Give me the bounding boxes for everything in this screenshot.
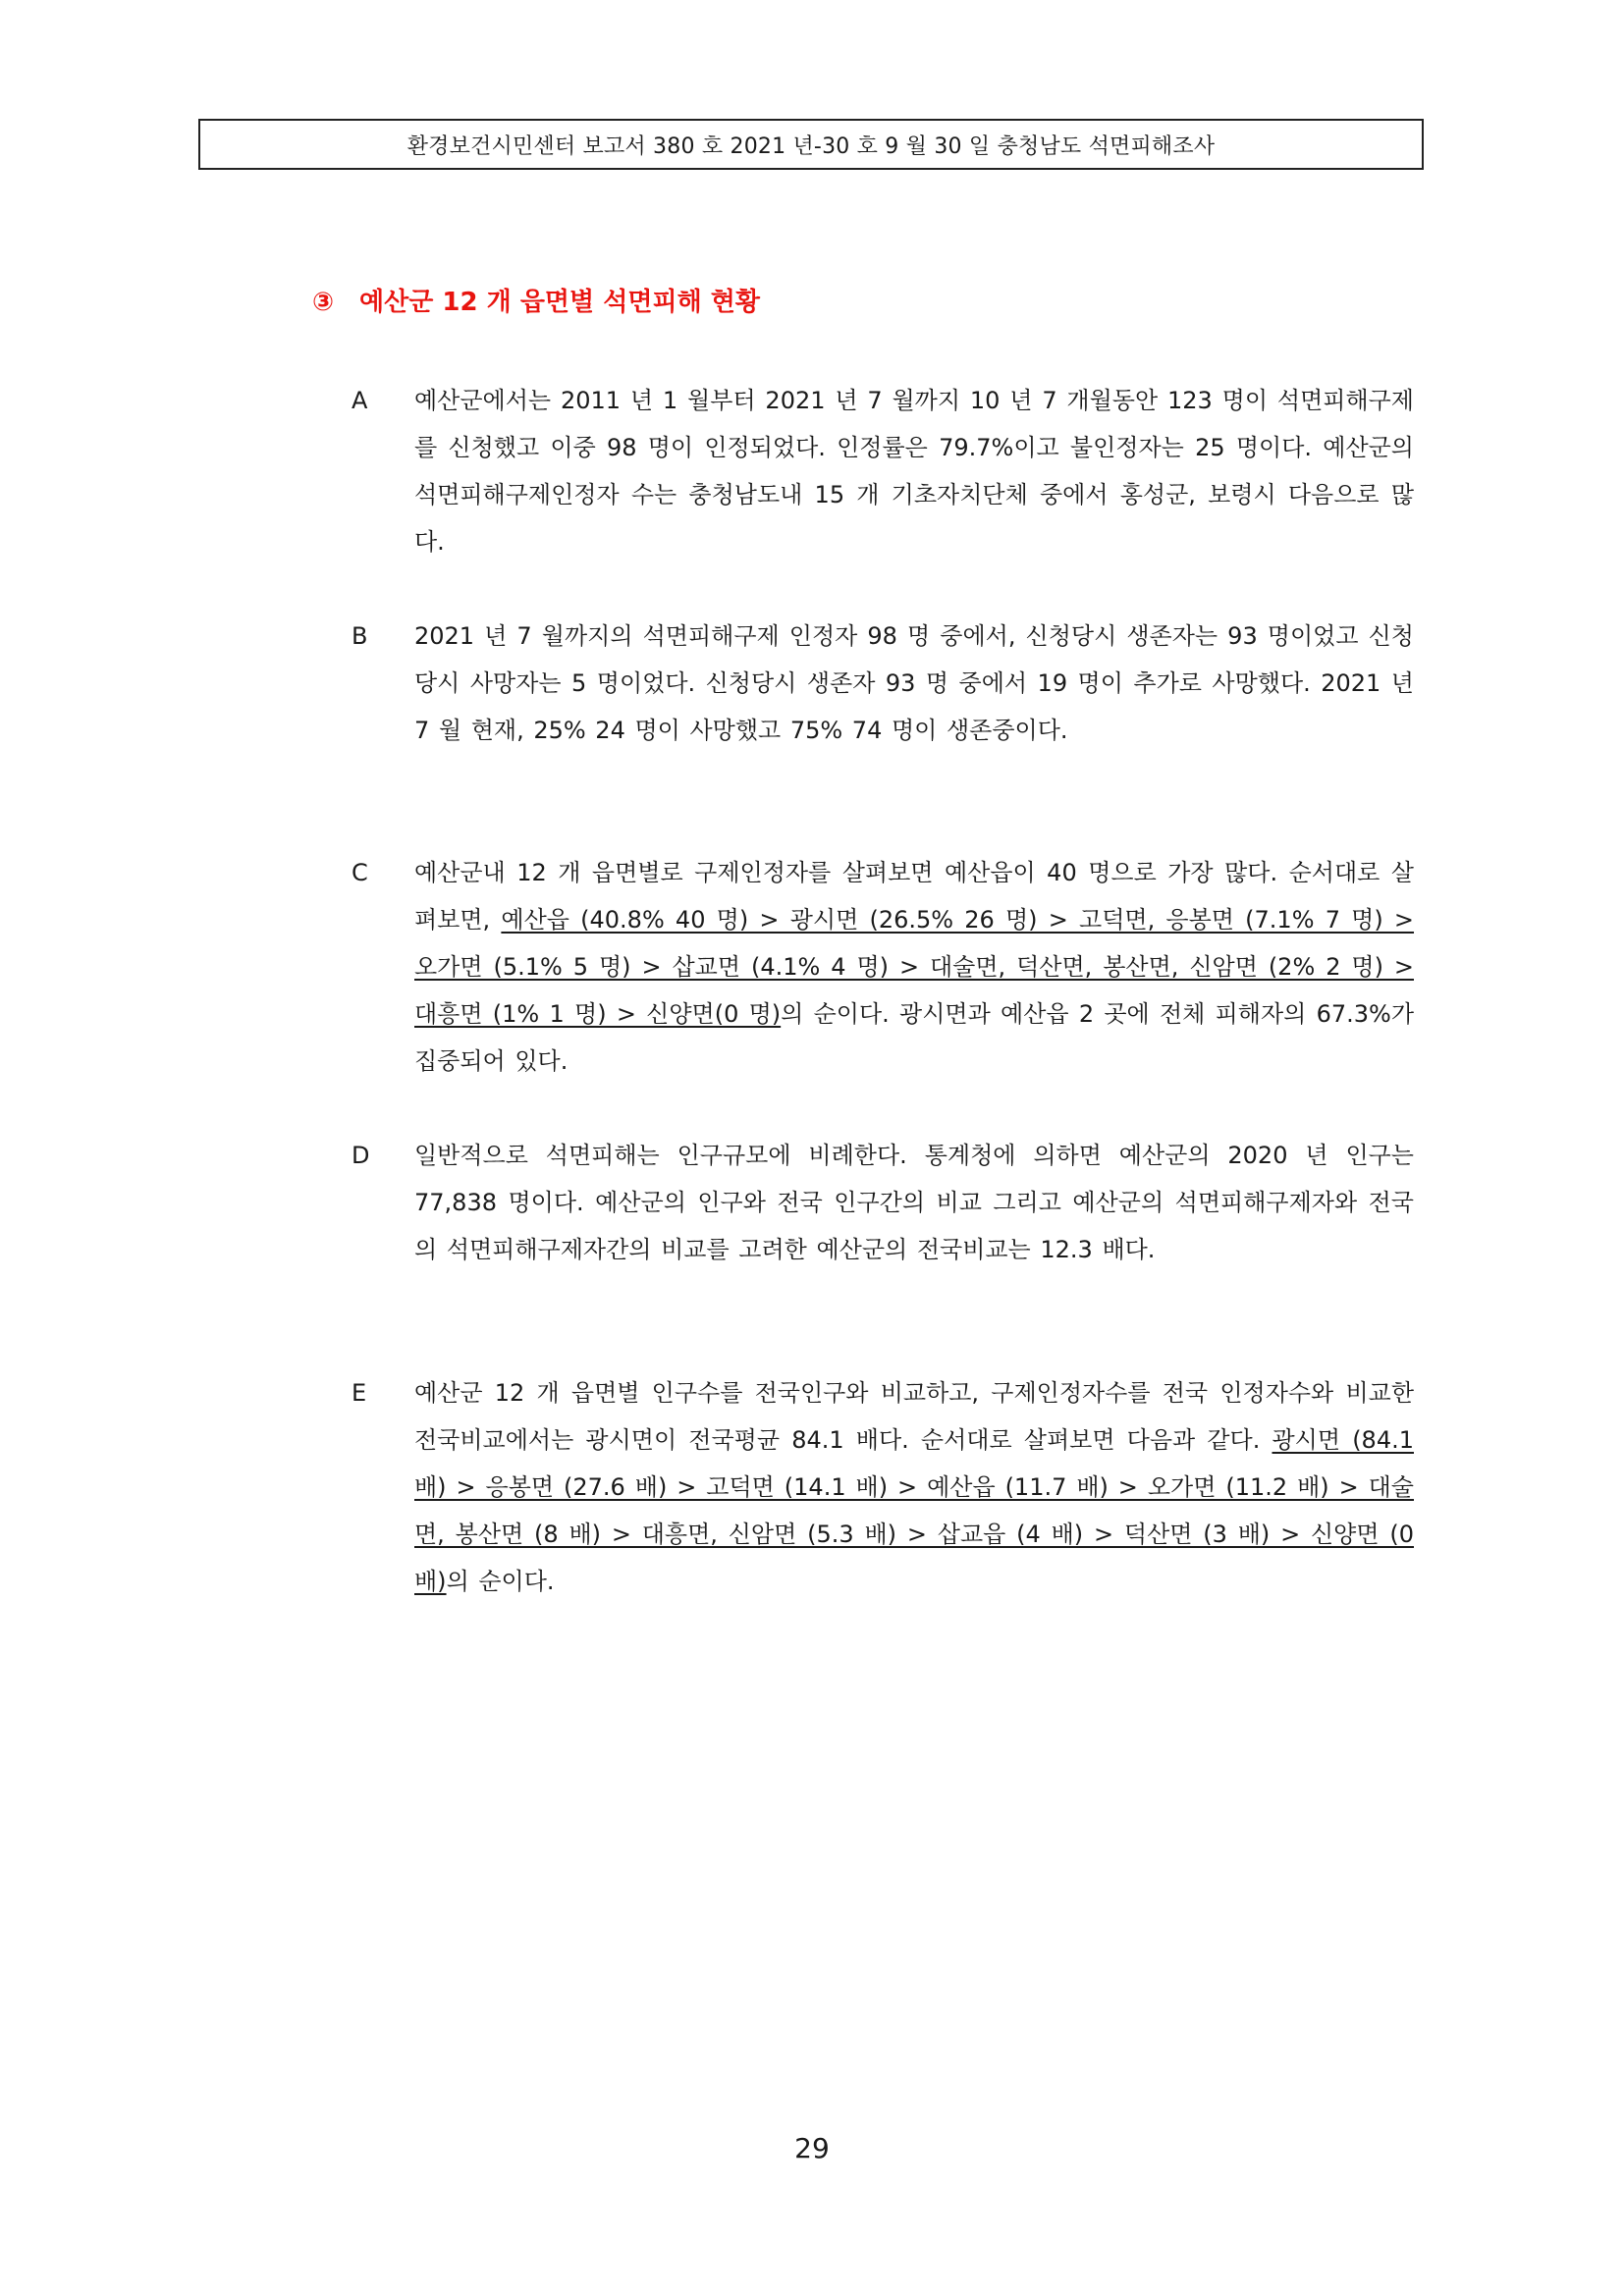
paragraph-body [414, 377, 1414, 565]
paragraph-body [414, 613, 1414, 754]
paragraph-text: 예산군 12 개 읍면별 인구수를 전국인구와 비교하고, 구제인정자수를 전국 인정자수와 비교한 전국비교에서는 광시면이 전국평균 84.1 배다. 순서대로 살펴보면 다음과 같다. [414, 1379, 1414, 1454]
section-title: 예산군 12 개 읍면별 석면피해 현황 [359, 288, 760, 317]
paragraph-text: 일반적으로 석면피해는 인구규모에 비례한다. 통계청에 의하면 예산군의 2020 년 인구는 77,838 명이다. 예산군의 인구와 전국 인구간의 비교 그리고 예산군의 석면피해구제자와 전국의 석면피해구제자간의 비교를 고려한 예산군의 전국비교는 12.3 배다. [414, 1142, 1414, 1263]
paragraph-text: 2021 년 7 월까지의 석면피해구제 인정자 98 명 중에서, 신청당시 생존자는 93 명이었고 신청당시 사망자는 5 명이었다. 신청당시 생존자 93 명 중에서 19 명이 추가로 사망했다. 2021 년 7 월 현재, 25% 24 명이 사망했고 75% 74 명이 생존중이다. [414, 622, 1414, 744]
paragraph-body [414, 1132, 1414, 1273]
page-number: 29 [794, 2132, 830, 2164]
paragraph-label: D [352, 1142, 370, 1169]
paragraph-text: 예산군내 12 개 읍면별로 구제인정자를 살펴보면 예산읍이 40 명으로 가장 많다. 순서대로 살펴보면, [414, 859, 1414, 934]
section-number: ③ [312, 288, 335, 317]
paragraph-label: B [352, 622, 368, 650]
paragraph-text: 의 순이다. 광시면과 예산읍 2 곳에 전체 피해자의 67.3%가 집중되어 있다. [414, 1000, 1415, 1075]
underlined-ranking: 광시면 (84.1 배) > 응봉면 (27.6 배) > 고덕면 (14.1 배) > 예산읍 (11.7 배) > 오가면 (11.2 배) > 대술면, 봉산면 (8 배) > 대흥면, 신암면 (5.3 배) > 삽교읍 (4 배) > 덕산면 (3 배) > 신양면 (0 배) [414, 1426, 1414, 1595]
document-header [198, 119, 1424, 170]
paragraph-label: A [352, 387, 368, 414]
paragraph-text: 예산군에서는 2011 년 1 월부터 2021 년 7 월까지 10 년 7 개월동안 123 명이 석면피해구제를 신청했고 이중 98 명이 인정되었다. 인정률은 79.7%이고 불인정자는 25 명이다. 예산군의 석면피해구제인정자 수는 충청남도내 15 개 기초자치단체 중에서 홍성군, 보령시 다음으로 많다. [414, 387, 1414, 556]
section-heading [312, 282, 760, 318]
underlined-ranking: 예산읍 (40.8% 40 명) > 광시면 (26.5% 26 명) > 고덕면, 응봉면 (7.1% 7 명) > 오가면 (5.1% 5 명) > 삽교면 (4.1% 4 명) > 대술면, 덕산면, 봉산면, 신암면 (2% 2 명) > 대흥면 (1% 1 명) > 신양면(0 명) [414, 906, 1415, 1028]
paragraph-text: 의 순이다. [446, 1568, 555, 1595]
header-text: 환경보건시민센터 보고서 380 호 2021 년-30 호 9 월 30 일 충청남도 석면피해조사 [406, 133, 1216, 159]
paragraph-body [414, 849, 1414, 1085]
paragraph-label: E [352, 1379, 367, 1407]
paragraph-body [414, 1369, 1414, 1605]
paragraph-label: C [352, 859, 368, 886]
